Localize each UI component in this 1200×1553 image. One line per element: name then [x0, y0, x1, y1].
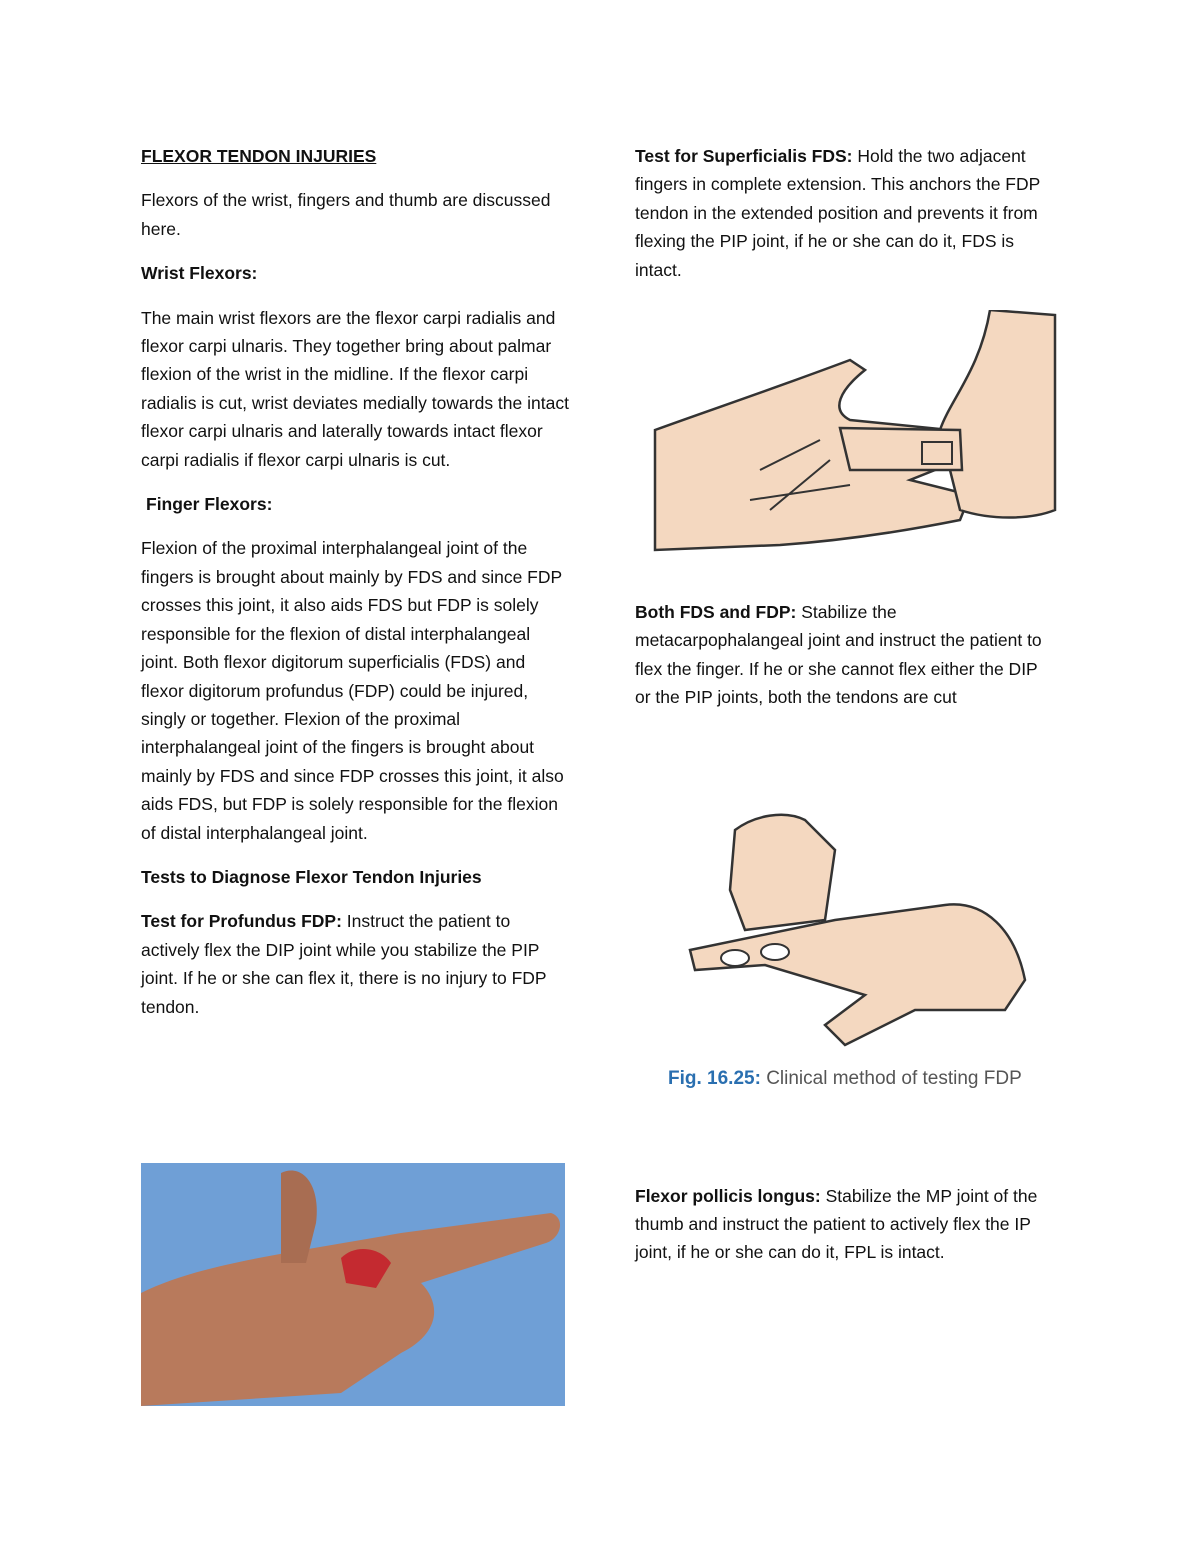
fpl-test-text: Stabilize the MP joint of the thumb and instruct the patient to actively flex the IP joint, if he or she can do it, FPL is intact.: [635, 1185, 1038, 1263]
fpl-test-label: Flexor pollicis longus:: [635, 1185, 821, 1206]
wrist-flexors-paragraph: The main wrist flexors are the flexor carpi radialis and flexor carpi ulnaris. They together bring about palmar flexion of the wrist in the midline. If the flexor carpi radialis is cut, wrist deviates medially towards the intact flexor carpi ulnaris and laterally towards intact flexor carpi radialis if flexor carpi ulnaris is cut.: [141, 307, 569, 470]
both-test-text: Stabilize the metacarpophalangeal joint and instruct the patient to flex the finger. If he or she cannot flex either the DIP or the PIP joints, both the tendons are cut: [635, 602, 1042, 708]
fds-test-illustration: [650, 310, 1060, 560]
fds-test-label: Test for Superficialis FDS:: [635, 146, 853, 166]
finger-flexors-heading: Finger Flexors:: [146, 494, 273, 515]
fdp-test-text: Instruct the patient to actively flex the DIP joint while you stabilize the PIP joint. If he or she can flex it, there is no injury to FDP tendon.: [141, 911, 547, 1017]
figure-caption-label: Fig. 16.25:: [668, 1068, 761, 1089]
fdp-test-label: Test for Profundus FDP:: [141, 911, 342, 932]
fdp-test-paragraph: [141, 907, 571, 1021]
finger-flexors-paragraph: Flexion of the proximal interphalangeal joint of the fingers is brought about mainly by FDS and since FDP crosses this joint, it also aids FDS but FDP is solely responsible for the flexion of distal interphalangeal joint. Both flexor digitorum superficialis (FDS) and flexor digitorum profundus (FDP) could be injured, singly or together. Flexion of the proximal interphalangeal joint of the fingers is brought about mainly by FDS and since FDP crosses this joint, it also aids FDS, but FDP is solely responsible for the flexion of distal interphalangeal joint.: [141, 538, 564, 843]
left-column: [141, 142, 571, 1037]
finger-injury-photo: [141, 1163, 565, 1406]
intro-paragraph: Flexors of the wrist, fingers and thumb are discussed here.: [141, 190, 551, 239]
fds-test-text: Hold the two adjacent fingers in complete extension. This anchors the FDP tendon in the extended position and prevents it from flexing the PIP joint, if he or she can do it, FDS is intact.: [635, 146, 1040, 280]
fpl-test-paragraph: [635, 1182, 1055, 1267]
document-title: FLEXOR TENDON INJURIES: [141, 146, 377, 166]
wrist-flexors-heading: Wrist Flexors:: [141, 263, 258, 284]
fds-test-paragraph: [635, 142, 1055, 284]
tests-heading: Tests to Diagnose Flexor Tendon Injuries: [141, 866, 482, 887]
both-test-paragraph: [635, 598, 1055, 712]
both-test-label: Both FDS and FDP:: [635, 602, 797, 623]
figure-caption-text: Clinical method of testing FDP: [760, 1068, 1022, 1089]
figure-caption: [668, 1068, 1022, 1090]
fdp-test-illustration: [685, 810, 1045, 1060]
